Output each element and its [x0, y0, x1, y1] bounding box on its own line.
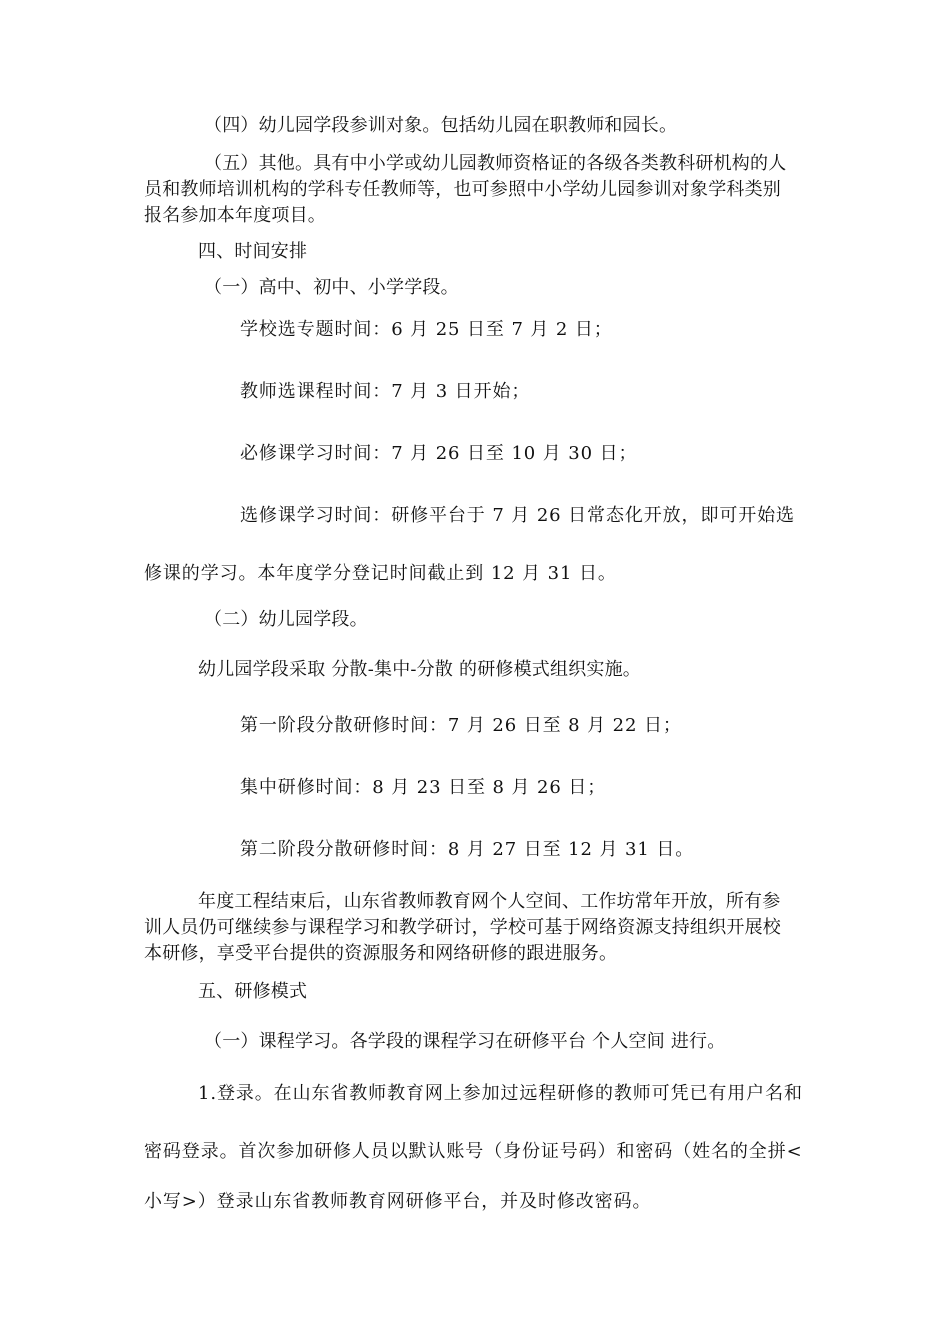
- paragraph-others-line-3: 报名参加本年度项目。: [144, 205, 326, 226]
- paragraph-kindergarten-trainees: （四）幼儿园学段参训对象。包括幼儿园在职教师和园长。: [204, 115, 678, 136]
- section-heading-schedule: 四、时间安排: [198, 241, 308, 262]
- schedule-elective-courses-line-1: 选修课学习时间：研修平台于 7 月 26 日常态化开放，即可开始选: [240, 505, 795, 526]
- paragraph-others-line-2: 员和教师培训机构的学科专任教师等，也可参照中小学幼儿园参训对象学科类别: [144, 179, 781, 200]
- kindergarten-concentrated: 集中研修时间：8 月 23 日至 8 月 26 日；: [240, 777, 607, 798]
- login-paragraph-line-2: 密码登录。首次参加研修人员以默认账号（身份证号码）和密码（姓名的全拼<: [144, 1141, 803, 1162]
- login-paragraph-line-3: 小写>）登录山东省教师教育网研修平台，并及时修改密码。: [144, 1191, 652, 1212]
- paragraph-others-line-1: （五）其他。具有中小学或幼儿园教师资格证的各级各类教科研机构的人: [204, 153, 787, 174]
- subheading-kindergarten: （二）幼儿园学段。: [204, 609, 368, 630]
- paragraph-after-project-line-2: 训人员仍可继续参与课程学习和教学研讨，学校可基于网络资源支持组织开展校: [144, 917, 781, 938]
- subheading-course-study: （一）课程学习。各学段的课程学习在研修平台 个人空间 进行。: [204, 1031, 726, 1052]
- paragraph-after-project-line-1: 年度工程结束后，山东省教师教育网个人空间、工作坊常年开放，所有参: [198, 891, 781, 912]
- schedule-topic-selection: 学校选专题时间：6 月 25 日至 7 月 2 日；: [240, 319, 613, 340]
- login-paragraph-line-1: 1.登录。在山东省教师教育网上参加过远程研修的教师可凭已有用户名和: [198, 1083, 803, 1104]
- schedule-required-courses: 必修课学习时间：7 月 26 日至 10 月 30 日；: [240, 443, 638, 464]
- kindergarten-mode: 幼儿园学段采取 分散-集中-分散 的研修模式组织实施。: [198, 659, 642, 680]
- kindergarten-phase-1: 第一阶段分散研修时间：7 月 26 日至 8 月 22 日；: [240, 715, 682, 736]
- subheading-high-middle-primary: （一）高中、初中、小学学段。: [204, 277, 459, 298]
- kindergarten-phase-2: 第二阶段分散研修时间：8 月 27 日至 12 月 31 日。: [240, 839, 695, 860]
- paragraph-after-project-line-3: 本研修，享受平台提供的资源服务和网络研修的跟进服务。: [144, 943, 618, 964]
- section-heading-training-mode: 五、研修模式: [198, 981, 308, 1002]
- schedule-elective-courses-line-2: 修课的学习。本年度学分登记时间截止到 12 月 31 日。: [144, 563, 617, 584]
- schedule-course-selection: 教师选课程时间：7 月 3 日开始；: [240, 381, 531, 402]
